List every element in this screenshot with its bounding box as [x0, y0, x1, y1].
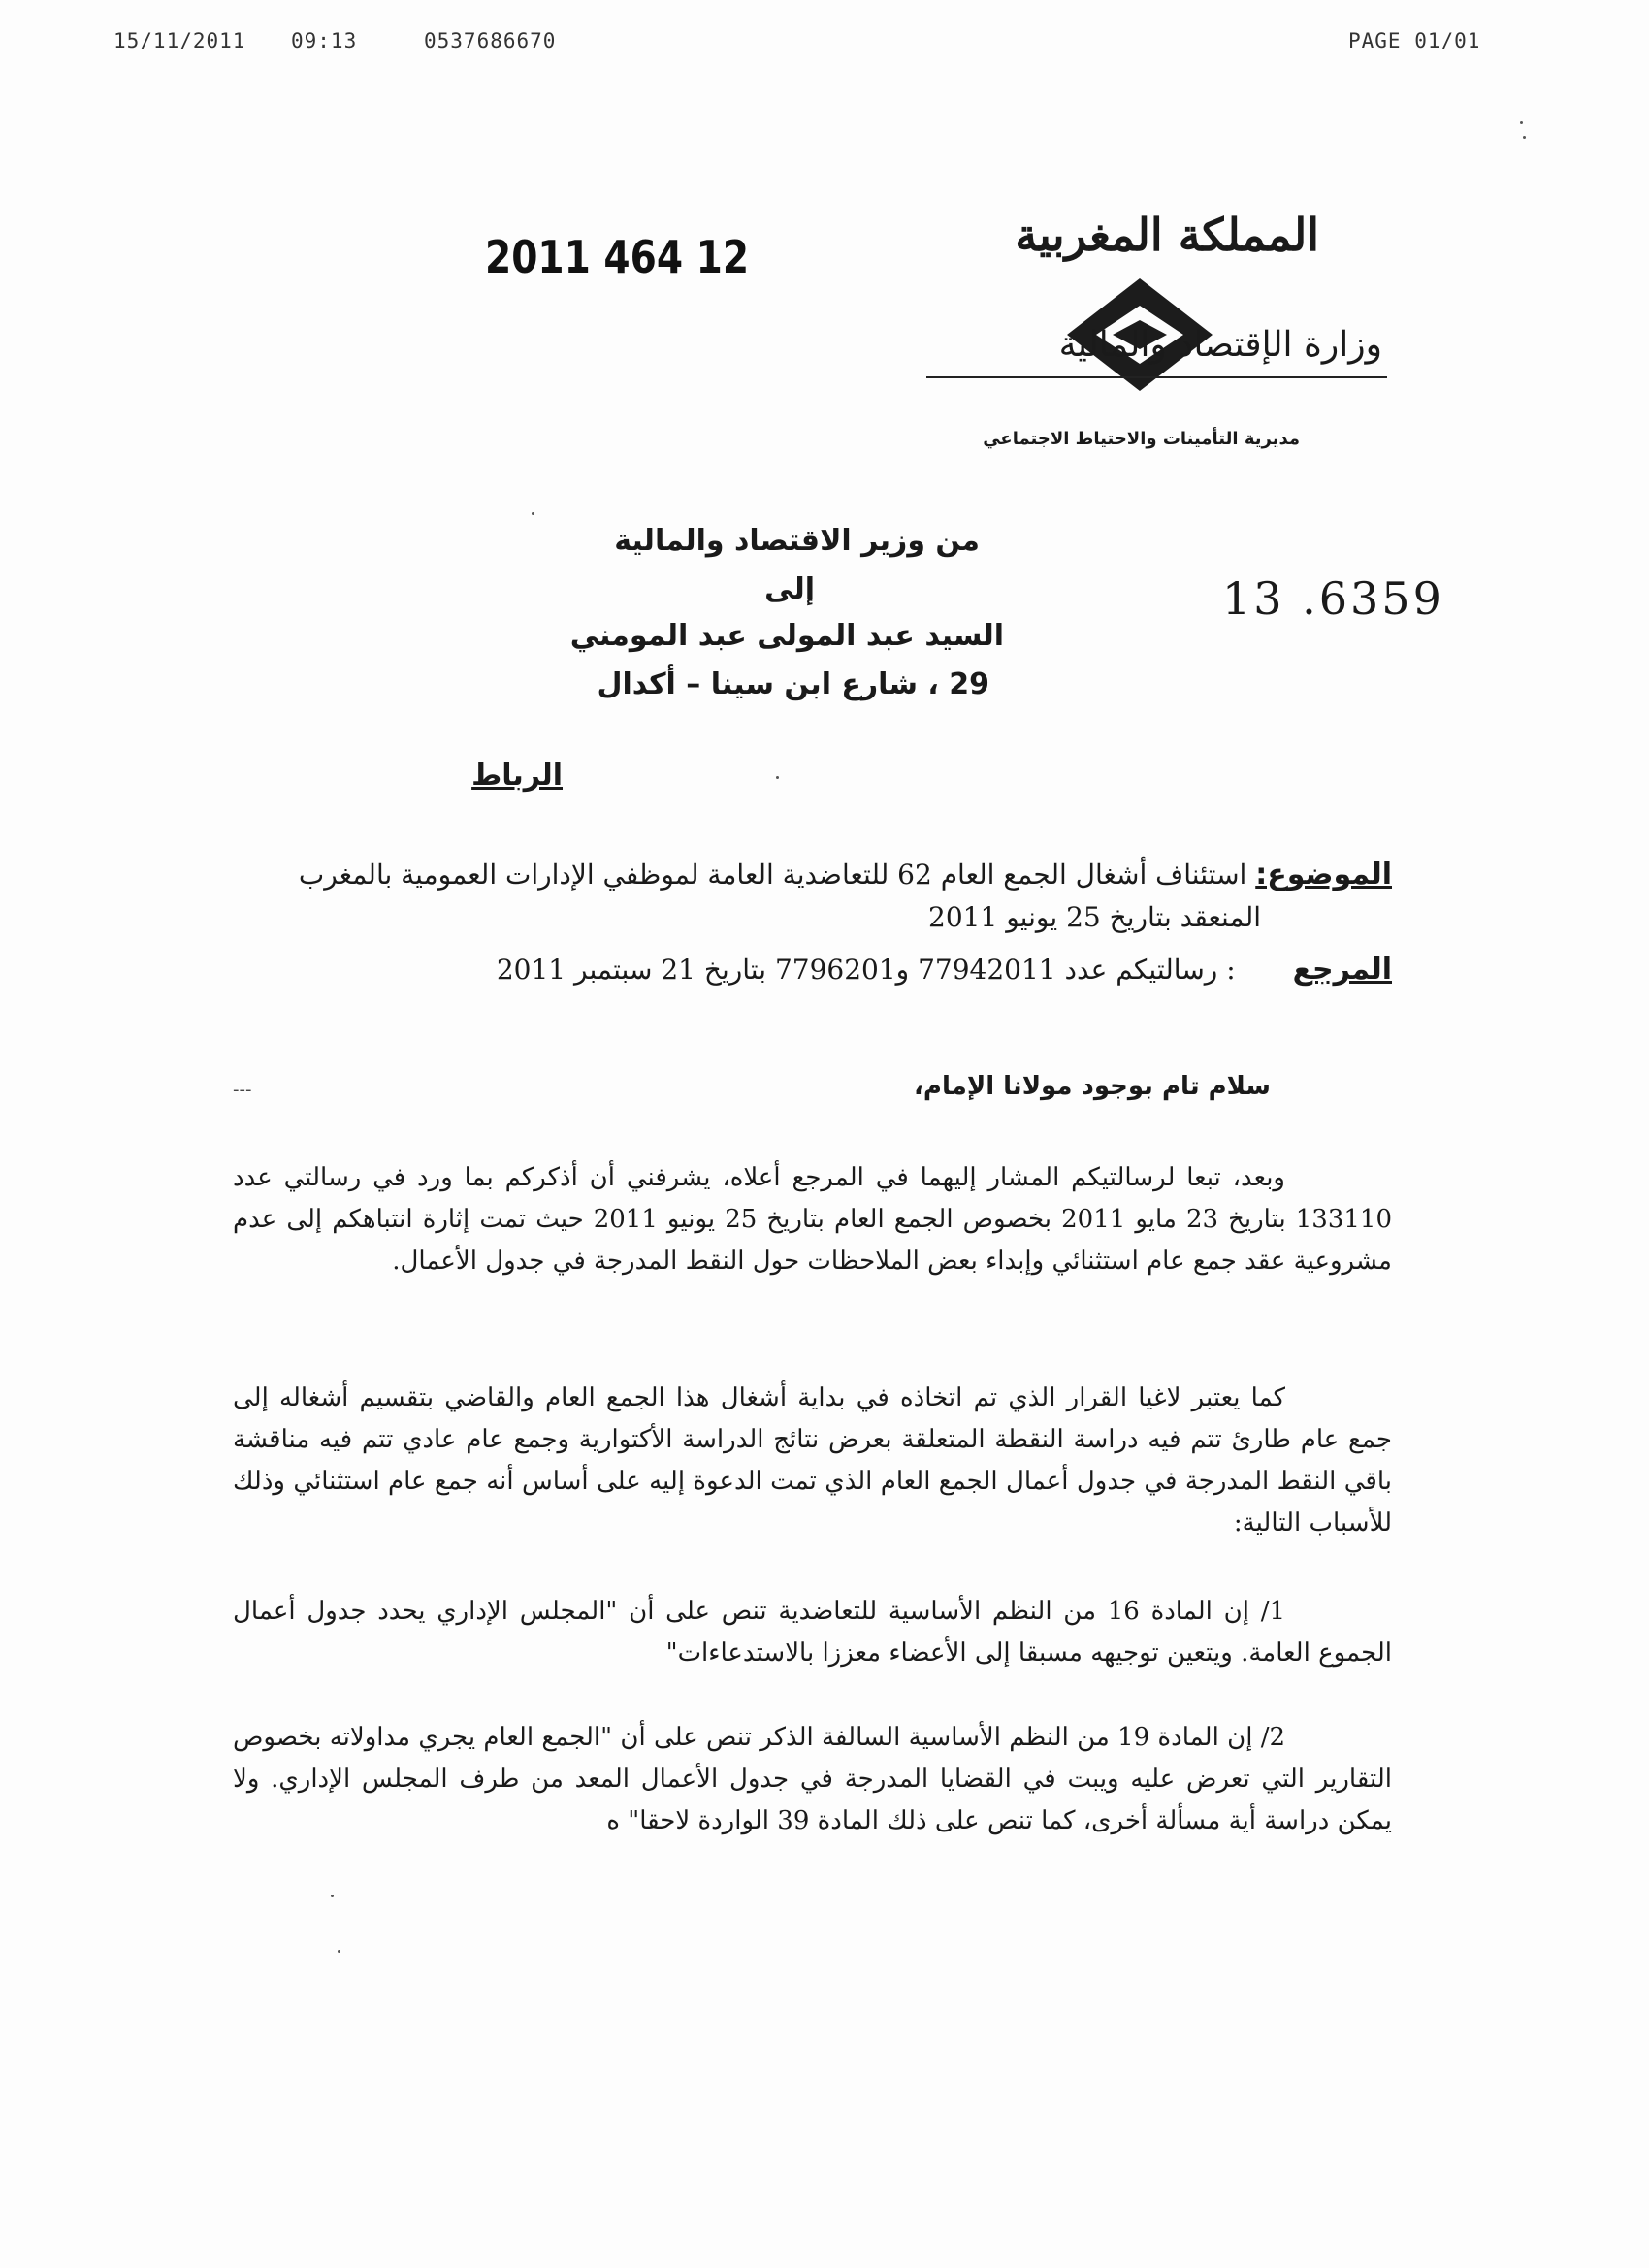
kingdom-title: المملكة المغربية [1015, 209, 1319, 261]
subject-line1: استئناف أشغال الجمع العام 62 للتعاضدية العامة لموظفي الإدارات العمومية بالمغرب [298, 859, 1247, 891]
scan-speck [1523, 136, 1526, 139]
address-city: الرباط [471, 759, 563, 793]
fax-page: PAGE 01/01 [1348, 29, 1481, 52]
fax-phone: 0537686670 [424, 29, 557, 52]
paragraph-4: 2/ إن المادة 19 من النظم الأساسية السالفة الذكر تنص على أن "الجمع العام يجري مداولاته بخصوص التقارير التي تعرض عليه ويبت في القضايا المدرجة في جدول الأعمال المعد من طرف المجلس الإداري. ولا يمكن دراسة أية مسألة أخرى، كما تنص على ذلك المادة 39 الواردة لاحقا" ه [233, 1723, 1392, 1835]
scan-speck [338, 1950, 340, 1953]
paragraph-1: وبعد، تبعا لرسالتيكم المشار إليهما في المرجع أعلاه، يشرفني أن أذكركم بما ورد في رسالتي عدد 133110 بتاريخ 23 مايو 2011 بخصوص الجمع العام بتاريخ 25 يونيو 2011 حيث تمت إثارة انتباهكم إلى عدم مشروعية عقد جمع عام استثنائي وإبداء بعض الملاحظات حول النقط المدرجة في جدول الأعمال. [233, 1163, 1393, 1276]
address-street: 29 ، شارع ابن سينا – أكدال [597, 667, 989, 701]
address-from: من وزير الاقتصاد والمالية [614, 524, 980, 558]
subject-label: الموضوع: [1255, 858, 1392, 891]
fax-date: 15/11/2011 [113, 29, 246, 52]
paragraph-2: كما يعتبر لاغيا القرار الذي تم اتخاذه في بداية أشغال هذا الجمع العام والقاضي بتقسيم أشغاله إلى جمع عام طارئ تتم فيه دراسة النقطة المتعلقة بعرض نتائج الدراسة الأكتوارية وجمع عام عادي تتم فيه مناقشة باقي النقط المدرجة في جدول أعمال الجمع العام الذي تمت الدعوة إليه على أساس أنه جمع عام استثنائي وذلك للأسباب التالية: [233, 1383, 1392, 1538]
reference-text: : رسالتيكم عدد 77942011 و7796201 بتاريخ 21 سبتمبر 2011 [496, 954, 1236, 986]
ministry-title: وزارة الإقتصاد والمالية [1058, 325, 1382, 365]
reference-label: المرجع [1292, 953, 1392, 987]
reference-block [199, 949, 1392, 991]
salutation: سلام تام بوجود مولانا الإمام، [914, 1072, 1271, 1101]
scan-speck [532, 512, 534, 515]
address-recipient: السيد عبد المولى عبد المومني [569, 619, 1004, 653]
address-to: إلى [764, 572, 815, 606]
reference-number: 13 .6359 [1222, 572, 1444, 625]
scan-speck [1520, 121, 1523, 124]
letterhead-divider [926, 376, 1387, 378]
scan-speck [776, 776, 779, 779]
subject-line2: المنعقد بتاريخ 25 يونيو 2011 [928, 901, 1261, 933]
directorate-title: مديرية التأمينات والاحتياط الاجتماعي [983, 429, 1300, 449]
subject-block [199, 854, 1392, 939]
dash-mark: --- [233, 1080, 252, 1100]
paragraph-3: 1/ إن المادة 16 من النظم الأساسية للتعاضدية تنص على أن "المجلس الإداري يحدد جدول أعمال الجموع العامة. ويتعين توجيهه مسبقا إلى الأعضاء معززا بالاستدعاءات" [233, 1597, 1392, 1668]
stamp-date: 2011 464 12 [485, 231, 750, 283]
fax-time: 09:13 [291, 29, 358, 52]
scan-speck [331, 1895, 334, 1897]
